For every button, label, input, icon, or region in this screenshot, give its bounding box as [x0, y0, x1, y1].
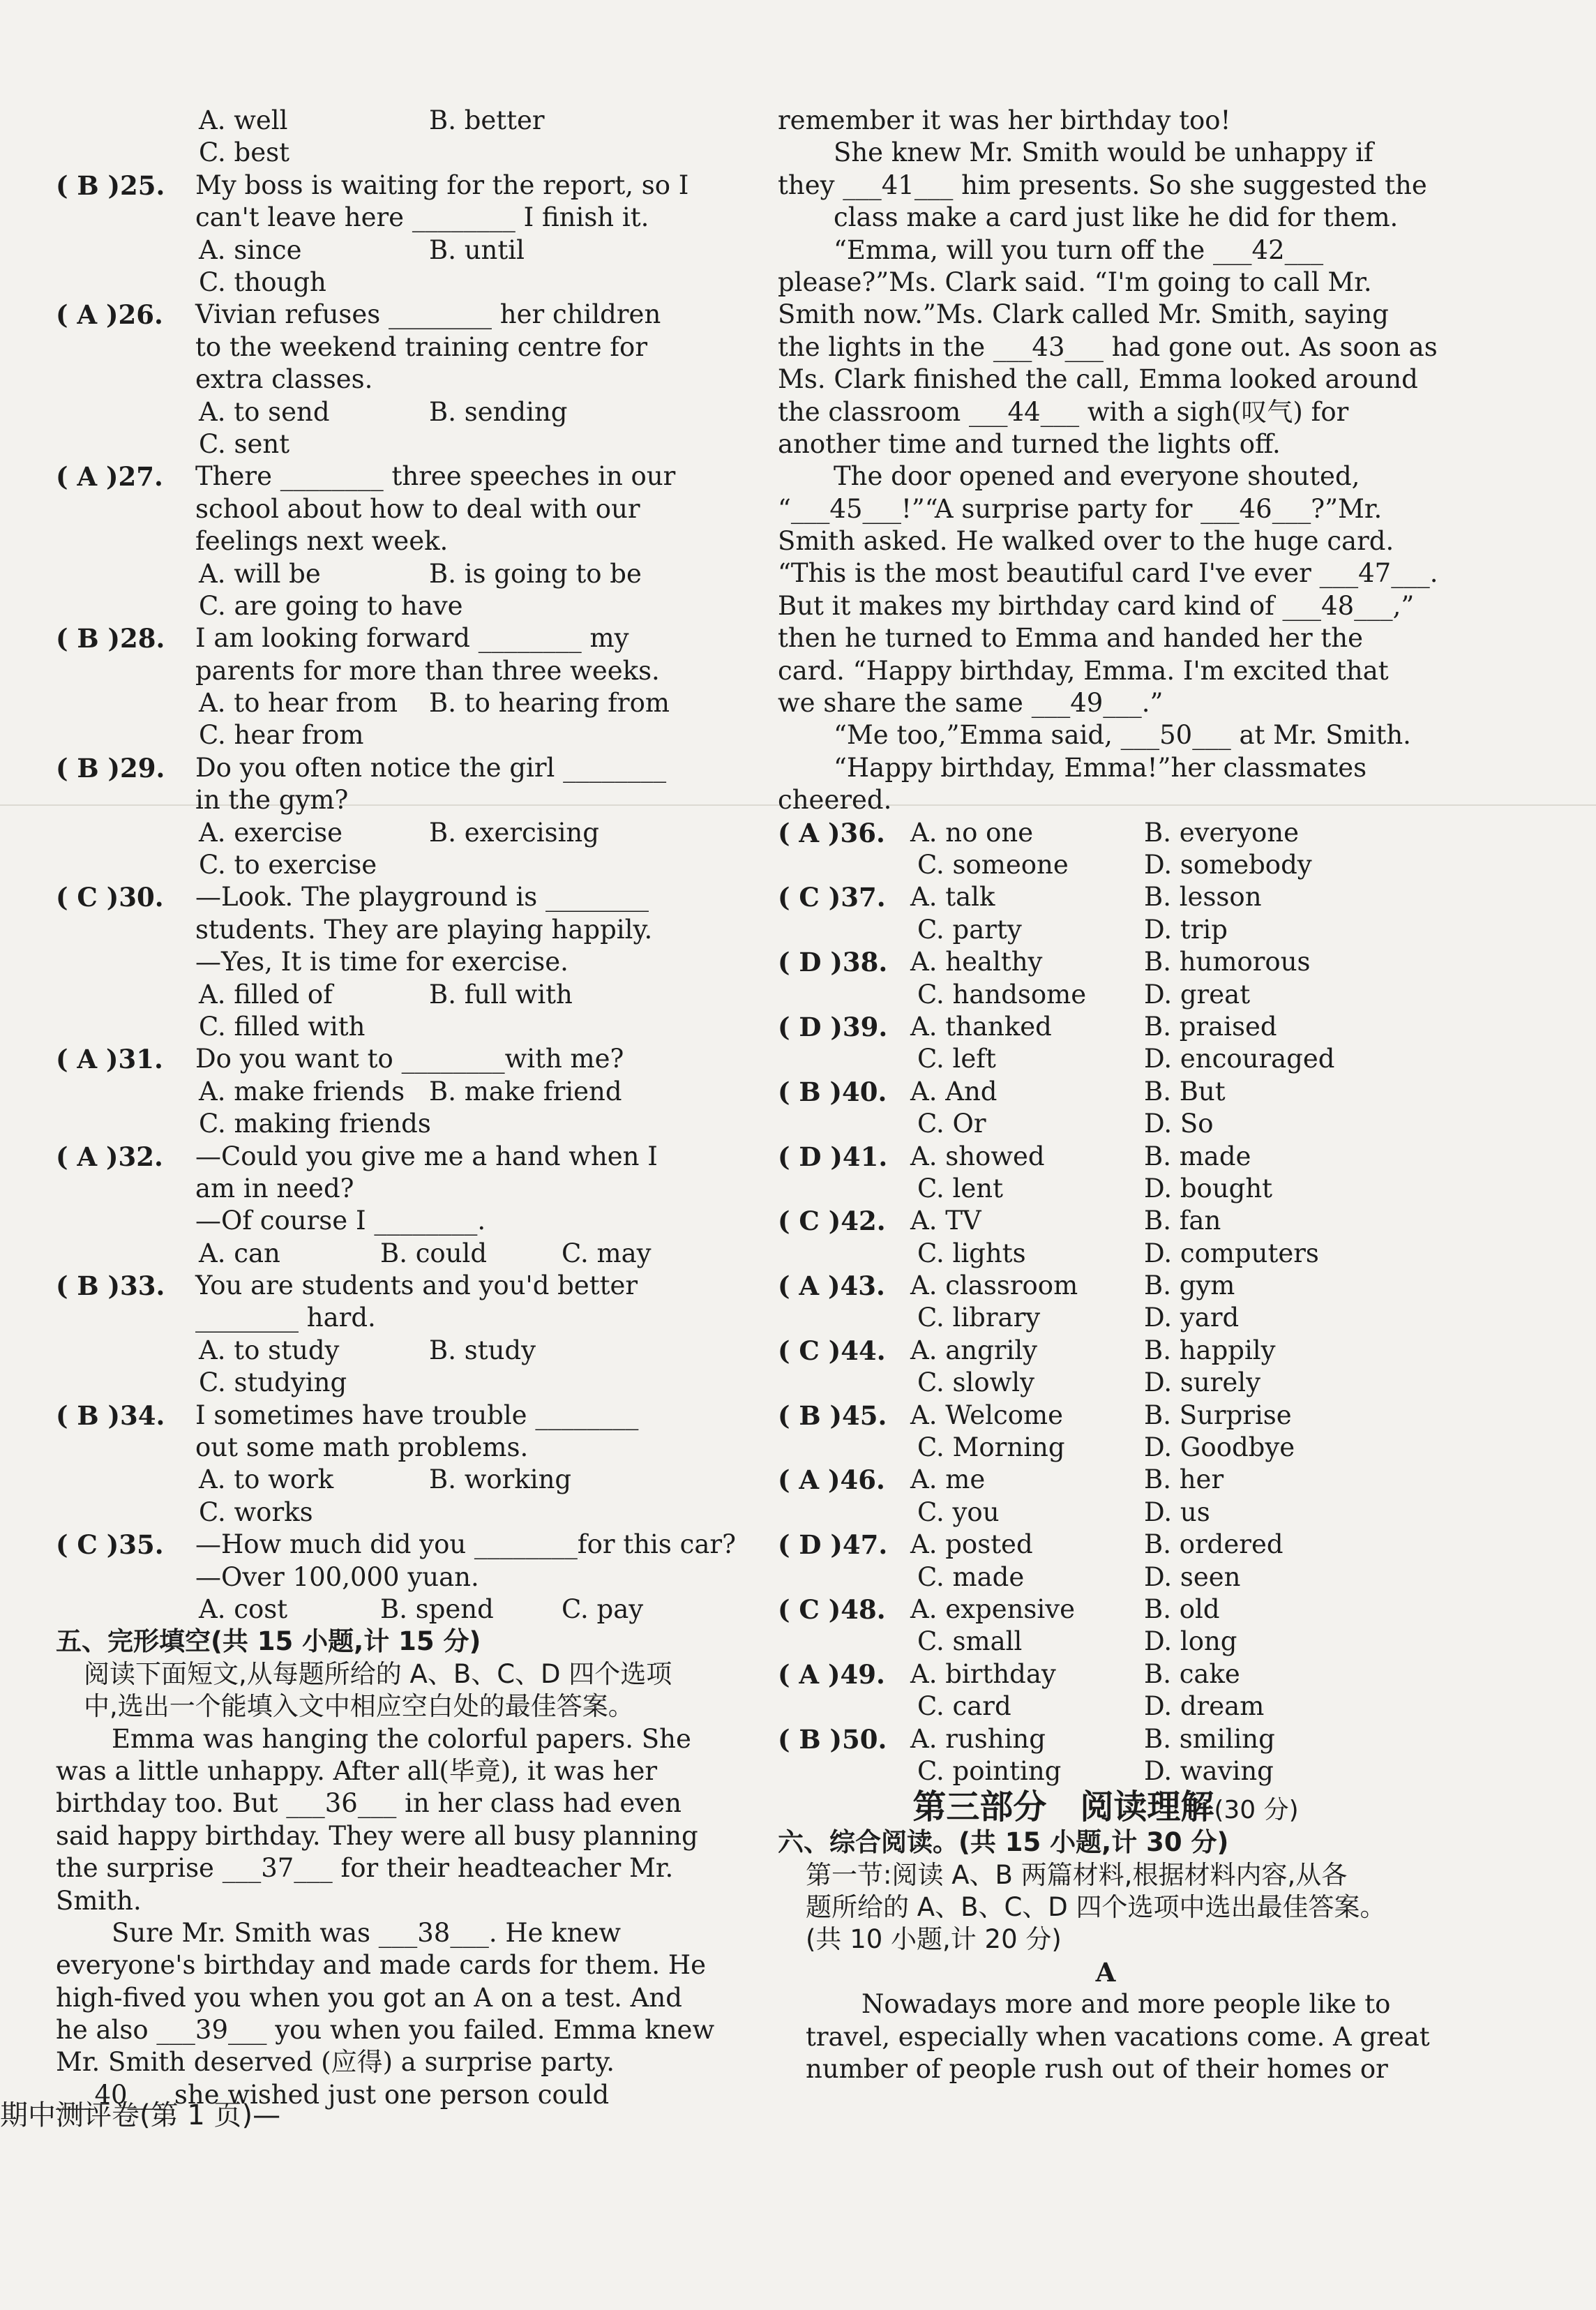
- question-text: students. They are playing happily.: [195, 914, 653, 945]
- cloze-passage: [56, 1723, 715, 2112]
- passage-line: remember it was her birthday too!: [778, 105, 1231, 135]
- option-row: [56, 234, 705, 267]
- answer-row: [778, 1302, 1433, 1334]
- option-d: D. surely: [1144, 1367, 1261, 1398]
- option-b: B. Surprise: [1144, 1400, 1292, 1430]
- passage-line: class make a card just like he did for them.: [834, 202, 1399, 233]
- spacer: [56, 1205, 195, 1237]
- answer-mark: ( D )47.: [778, 1529, 888, 1561]
- option-a: A. birthday: [910, 1658, 1056, 1689]
- option-d: D. seen: [1144, 1561, 1241, 1592]
- passage-line: Smith.: [56, 1885, 142, 1916]
- option-c: C. you: [917, 1497, 1000, 1527]
- answer-row: [778, 1561, 1433, 1593]
- spacer: [56, 493, 195, 525]
- option-a: A. expensive: [910, 1593, 1076, 1624]
- option-row: [56, 428, 705, 460]
- part3-heading: 第三部分 阅读理解: [912, 1787, 1214, 1827]
- option-c: C. making friends: [199, 1109, 431, 1139]
- section5-title: 五、完形填空(共 15 小题,计 15 分): [56, 1626, 481, 1657]
- answer-row: [778, 1626, 1433, 1658]
- answer-row: [778, 1238, 1433, 1270]
- question-text: can't leave here ________ I finish it.: [195, 202, 649, 233]
- passage-line: ___40___ she wished just one person could: [56, 2079, 610, 2110]
- passage-line: “This is the most beautiful card I've ever ___47___.: [778, 558, 1438, 589]
- option-c: C. someone: [917, 849, 1069, 880]
- section6-title: 六、综合阅读。(共 15 小题,计 30 分): [778, 1827, 1229, 1858]
- option-a: A. no one: [910, 817, 1034, 848]
- answer-mark: ( C )44.: [778, 1335, 886, 1366]
- option-a: A. angrily: [910, 1335, 1038, 1365]
- passage-line: cheered.: [778, 785, 892, 816]
- answer-row: [778, 1593, 1433, 1626]
- answer-row: [778, 1335, 1433, 1367]
- option-a: A. healthy: [910, 947, 1043, 977]
- passage-line: was a little unhappy. After all(毕竟), it was her: [56, 1755, 658, 1786]
- passage-line: number of people rush out of their homes or: [806, 2054, 1388, 2085]
- question-text: out some math problems.: [195, 1432, 529, 1463]
- option-c: C. library: [917, 1303, 1041, 1333]
- answer-mark: ( A )26.: [56, 299, 163, 331]
- part3-score: (30 分): [1214, 1796, 1299, 1825]
- option-a: A. cost: [199, 1594, 288, 1624]
- passage-line: the classroom ___44___ with a sigh(叹气) for: [778, 396, 1349, 427]
- answer-mark: ( B )40.: [778, 1076, 887, 1107]
- spacer: [56, 1302, 195, 1334]
- option-c: C. lent: [917, 1173, 1003, 1203]
- answer-mark: ( C )42.: [778, 1206, 886, 1237]
- answer-mark: ( A )46.: [778, 1464, 885, 1496]
- answer-row: [778, 1141, 1433, 1173]
- option-a: A. to study: [199, 1335, 340, 1365]
- option-b: B. working: [429, 1464, 572, 1495]
- option-b: B. study: [429, 1335, 536, 1365]
- question-text: parents for more than three weeks.: [195, 655, 660, 686]
- answer-row: [778, 1529, 1433, 1561]
- question-line: [56, 881, 705, 913]
- passage-line: Nowadays more and more people like to: [861, 1989, 1391, 2020]
- answer-row: [778, 1432, 1433, 1464]
- option-a: A. Welcome: [910, 1400, 1063, 1430]
- option-a: A. make friends: [199, 1076, 405, 1107]
- option-b: B. made: [1144, 1141, 1251, 1171]
- option-c: C. left: [917, 1044, 996, 1074]
- option-c: C. pointing: [917, 1755, 1062, 1786]
- option-c: C. works: [199, 1497, 313, 1527]
- question-list: [56, 170, 736, 1626]
- option-row: [56, 105, 705, 137]
- question-line: [56, 784, 705, 816]
- option-a: A. well: [199, 105, 288, 135]
- option-a: A. exercise: [199, 817, 343, 848]
- option-c: C. Morning: [917, 1432, 1065, 1463]
- option-c: C. pay: [562, 1594, 644, 1624]
- option-c: C. filled with: [199, 1011, 366, 1042]
- question-line: [56, 622, 705, 654]
- passage-line: said happy birthday. They were all busy planning: [56, 1820, 698, 1851]
- option-b: B. ordered: [1144, 1529, 1283, 1560]
- passage-line: the surprise ___37___ for their headteacher Mr.: [56, 1853, 674, 1884]
- option-row: [56, 687, 705, 719]
- passage-line: Emma was hanging the colorful papers. She: [112, 1723, 691, 1754]
- option-c: C. card: [917, 1691, 1011, 1722]
- option-a: A. filled of: [199, 979, 333, 1010]
- question-text: I am looking forward ________ my: [195, 623, 629, 654]
- answer-row: [778, 1108, 1433, 1140]
- question-line: [56, 525, 705, 557]
- option-row: [56, 267, 705, 299]
- answer-row: [778, 1173, 1433, 1205]
- question-line: [56, 299, 705, 331]
- passage-line: Ms. Clark finished the call, Emma looked around: [778, 364, 1418, 395]
- passage-line: Sure Mr. Smith was ___38___. He knew: [112, 1917, 622, 1948]
- question-text: —Look. The playground is ________: [195, 882, 649, 913]
- option-b: B. But: [1144, 1076, 1226, 1107]
- option-row: [56, 1497, 705, 1529]
- question-line: [56, 655, 705, 687]
- option-a: A. me: [910, 1464, 986, 1495]
- option-row: [56, 558, 705, 590]
- option-row: [56, 1011, 705, 1043]
- passage-line: “Me too,”Emma said, ___50___ at Mr. Smith.: [834, 720, 1411, 751]
- option-row: [56, 1076, 705, 1108]
- option-row: [56, 1238, 705, 1270]
- option-row: [56, 817, 705, 849]
- question-text: Vivian refuses ________ her children: [195, 299, 661, 330]
- answer-mark: ( B )45.: [778, 1400, 887, 1431]
- option-c: C. small: [917, 1626, 1023, 1657]
- option-b: B. spend: [380, 1594, 494, 1624]
- passage-line: then he turned to Emma and handed her the: [778, 623, 1363, 654]
- option-a: A. showed: [910, 1141, 1045, 1171]
- option-a: A. And: [910, 1076, 998, 1107]
- passage-line: they ___41___ him presents. So she suggested the: [778, 170, 1427, 200]
- question-line: [56, 460, 705, 493]
- option-a: A. since: [199, 234, 302, 265]
- option-b: B. humorous: [1144, 947, 1311, 977]
- option-c: C. slowly: [917, 1367, 1035, 1398]
- answer-mark: ( A )43.: [778, 1270, 885, 1302]
- part3-title: [778, 1787, 1433, 1827]
- answer-row: [778, 1723, 1433, 1755]
- passage-line: he also ___39___ you when you failed. Emma knew: [56, 2015, 715, 2046]
- option-d: D. long: [1144, 1626, 1237, 1657]
- passage-line: She knew Mr. Smith would be unhappy if: [834, 137, 1373, 168]
- answer-mark: ( B )28.: [56, 623, 165, 654]
- answer-mark: ( A )49.: [778, 1658, 885, 1690]
- answer-row: [778, 1205, 1433, 1237]
- question-text: My boss is waiting for the report, so I: [195, 170, 689, 200]
- answer-row: [778, 817, 1433, 849]
- option-c: C. though: [199, 267, 326, 297]
- option-c: C. lights: [917, 1238, 1026, 1268]
- question-text: —Could you give me a hand when I: [195, 1141, 658, 1171]
- option-d: D. somebody: [1144, 849, 1312, 880]
- option-row: [56, 1593, 705, 1626]
- answer-mark: ( B )29.: [56, 752, 165, 783]
- answer-row: [778, 1658, 1433, 1690]
- option-b: B. happily: [1144, 1335, 1276, 1365]
- question-line: [56, 363, 705, 396]
- question-text: —Yes, It is time for exercise.: [195, 947, 569, 977]
- option-a: A. talk: [910, 882, 995, 913]
- option-d: D. bought: [1144, 1173, 1273, 1203]
- answer-mark: ( C )48.: [778, 1593, 886, 1625]
- option-row: [56, 1108, 705, 1140]
- question-text: in the gym?: [195, 785, 349, 816]
- spacer: [56, 655, 195, 687]
- option-b: B. make friend: [429, 1076, 622, 1107]
- passage-a: [778, 1988, 1433, 2085]
- question-text: You are students and you'd better: [195, 1270, 638, 1301]
- answer-mark: ( B )34.: [56, 1400, 165, 1431]
- section6-instruction: (共 10 小题,计 20 分): [806, 1924, 1062, 1955]
- option-b: B. her: [1144, 1464, 1224, 1495]
- question-text: am in need?: [195, 1173, 354, 1203]
- option-b: B. exercising: [429, 817, 599, 848]
- option-d: D. So: [1144, 1109, 1214, 1139]
- passage-line: “Emma, will you turn off the ___42___: [834, 234, 1324, 265]
- passage-line: the lights in the ___43___ had gone out. As soon as: [778, 331, 1438, 362]
- option-b: B. fan: [1144, 1206, 1221, 1236]
- question-line: [56, 331, 705, 363]
- answer-row: [778, 881, 1433, 913]
- option-c: C. hear from: [199, 720, 364, 751]
- question-text: extra classes.: [195, 364, 373, 395]
- option-c: C. made: [917, 1561, 1025, 1592]
- option-b: B. until: [429, 234, 525, 265]
- option-a: A. thanked: [910, 1011, 1052, 1042]
- option-b: B. old: [1144, 1593, 1220, 1624]
- question-text: —Over 100,000 yuan.: [195, 1561, 479, 1592]
- answer-row: [778, 849, 1433, 881]
- answer-mark: ( B )50.: [778, 1723, 887, 1755]
- passage-line: birthday too. But ___36___ in her class had even: [56, 1788, 682, 1819]
- option-a: A. can: [199, 1238, 280, 1268]
- option-c: C. best: [199, 137, 289, 168]
- passage-line: Smith now.”Ms. Clark called Mr. Smith, saying: [778, 299, 1389, 330]
- spacer: [56, 525, 195, 557]
- answer-mark: ( C )35.: [56, 1529, 164, 1561]
- option-c: C. handsome: [917, 979, 1087, 1010]
- option-a: A. will be: [199, 558, 321, 589]
- passage-a-label: A: [1095, 1956, 1116, 1988]
- question-text: I sometimes have trouble ________: [195, 1400, 639, 1430]
- option-a: A. to work: [199, 1464, 334, 1495]
- question-text: Do you want to ________with me?: [195, 1044, 624, 1074]
- option-b: B. gym: [1144, 1270, 1235, 1301]
- section5-instruction: 阅读下面短文,从每题所给的 A、B、C、D 四个选项: [84, 1658, 672, 1689]
- spacer: [56, 363, 195, 396]
- answer-row: [778, 1464, 1433, 1496]
- option-row: [56, 590, 705, 622]
- question-line: [56, 1205, 705, 1237]
- question-text: school about how to deal with our: [195, 493, 640, 524]
- option-b: B. everyone: [1144, 817, 1299, 848]
- passage-line: Smith asked. He walked over to the huge card.: [778, 526, 1394, 557]
- option-b: B. could: [380, 1238, 488, 1268]
- option-d: D. waving: [1144, 1755, 1274, 1786]
- option-row: [56, 1464, 705, 1496]
- passage-line: But it makes my birthday card kind of ___48___,”: [778, 590, 1415, 621]
- option-b: B. is going to be: [429, 558, 642, 589]
- question-text: There ________ three speeches in our: [195, 461, 676, 492]
- question-line: [56, 1141, 705, 1173]
- answer-mark: ( C )37.: [778, 882, 886, 913]
- option-b: B. lesson: [1144, 882, 1262, 913]
- option-b: B. sending: [429, 396, 568, 427]
- answer-mark: ( A )27.: [56, 461, 163, 493]
- question-line: [56, 202, 705, 234]
- option-b: B. better: [429, 105, 545, 135]
- passage-line: card. “Happy birthday, Emma. I'm excited that: [778, 655, 1389, 686]
- option-d: D. dream: [1144, 1691, 1265, 1722]
- spacer: [56, 1173, 195, 1205]
- question-line: [56, 914, 705, 946]
- answer-row: [778, 1690, 1433, 1723]
- passage-line: please?”Ms. Clark said. “I'm going to call Mr.: [778, 267, 1372, 297]
- option-d: D. us: [1144, 1497, 1210, 1527]
- option-a: A. classroom: [910, 1270, 1078, 1301]
- cloze-answer-list: [778, 817, 1433, 1788]
- question-text: to the weekend training centre for: [195, 331, 648, 362]
- option-a: A. TV: [910, 1206, 981, 1236]
- passage-line: we share the same ___49___.”: [778, 688, 1164, 719]
- question-line: [56, 1173, 705, 1205]
- question-text: ________ hard.: [195, 1303, 376, 1333]
- question-line: [56, 1270, 705, 1302]
- section6-instruction: 第一节:阅读 A、B 两篇材料,根据材料内容,从各: [806, 1859, 1348, 1890]
- option-b: B. cake: [1144, 1658, 1240, 1689]
- option-b: B. praised: [1144, 1011, 1277, 1042]
- answer-row: [778, 1497, 1433, 1529]
- option-a: A. to hear from: [199, 688, 398, 719]
- question-line: [56, 1043, 705, 1075]
- option-a: A. posted: [910, 1529, 1033, 1560]
- option-row: [56, 979, 705, 1011]
- answer-row: [778, 1011, 1433, 1043]
- question-line: [56, 493, 705, 525]
- section6-instruction: 题所给的 A、B、C、D 四个选项中选出最佳答案。: [806, 1892, 1386, 1923]
- passage-line: another time and turned the lights off.: [778, 428, 1281, 459]
- option-a: A. to send: [199, 396, 330, 427]
- option-row: [56, 719, 705, 751]
- answer-row: [778, 1755, 1433, 1787]
- answer-mark: ( C )30.: [56, 882, 164, 913]
- answer-row: [778, 1367, 1433, 1399]
- option-d: D. Goodbye: [1144, 1432, 1295, 1463]
- passage-line: everyone's birthday and made cards for them. He: [56, 1950, 707, 1981]
- answer-mark: ( B )33.: [56, 1270, 165, 1302]
- option-c: C. party: [917, 914, 1022, 945]
- answer-row: [778, 979, 1433, 1011]
- section5-instruction: 中,选出一个能填入文中相应空白处的最佳答案。: [84, 1691, 634, 1722]
- option-b: B. full with: [429, 979, 573, 1010]
- option-row: [56, 849, 705, 881]
- option-d: D. computers: [1144, 1238, 1319, 1268]
- option-row: [56, 137, 705, 169]
- passage-line: Mr. Smith deserved (应得) a surprise party.: [56, 2047, 615, 2078]
- option-d: D. great: [1144, 979, 1251, 1010]
- option-c: C. may: [562, 1238, 652, 1268]
- spacer: [56, 784, 195, 816]
- passage-line: “___45___!”“A surprise party for ___46___?”Mr.: [778, 493, 1383, 524]
- option-c: C. sent: [199, 428, 290, 459]
- spacer: [56, 1561, 195, 1593]
- question-text: feelings next week.: [195, 526, 449, 557]
- passage-line: travel, especially when vacations come. A great: [806, 2021, 1430, 2052]
- option-c: C. Or: [917, 1109, 986, 1139]
- spacer: [56, 202, 195, 234]
- answer-row: [778, 1076, 1433, 1108]
- question-line: [56, 1561, 705, 1593]
- answer-row: [778, 914, 1433, 946]
- question-line: [56, 1432, 705, 1464]
- answer-row: [778, 1400, 1433, 1432]
- passage-line: high-fived you when you got an A on a test. And: [56, 1982, 682, 2013]
- cloze-passage-continued: [778, 105, 1438, 817]
- answer-row: [778, 1270, 1433, 1302]
- question-line: [56, 1302, 705, 1334]
- passage-line: The door opened and everyone shouted,: [834, 461, 1360, 492]
- question-text: —How much did you ________for this car?: [195, 1529, 736, 1560]
- option-b: B. smiling: [1144, 1723, 1275, 1754]
- spacer: [56, 946, 195, 978]
- option-d: D. trip: [1144, 914, 1228, 945]
- answer-row: [778, 946, 1433, 978]
- spacer: [56, 331, 195, 363]
- option-row: [56, 396, 705, 428]
- answer-mark: ( A )31.: [56, 1044, 163, 1075]
- option-c: C. studying: [199, 1367, 347, 1398]
- spacer: [56, 914, 195, 946]
- option-c: C. to exercise: [199, 850, 377, 880]
- answer-mark: ( D )39.: [778, 1011, 888, 1042]
- question-line: [56, 1400, 705, 1432]
- answer-mark: ( A )36.: [778, 817, 885, 848]
- answer-mark: ( D )41.: [778, 1141, 888, 1172]
- answer-mark: ( D )38.: [778, 947, 888, 978]
- question-text: —Of course I ________.: [195, 1206, 486, 1236]
- option-row: [56, 1367, 705, 1399]
- question-line: [56, 170, 705, 202]
- option-b: B. to hearing from: [429, 688, 670, 719]
- spacer: [56, 1432, 195, 1464]
- question-line: [56, 946, 705, 978]
- left-column: [56, 105, 736, 2111]
- question-line: [56, 752, 705, 784]
- option-c: C. are going to have: [199, 590, 463, 621]
- answer-mark: ( A )32.: [56, 1141, 163, 1172]
- answer-row: [778, 1043, 1433, 1075]
- option-row: [56, 1335, 705, 1367]
- option-d: D. yard: [1144, 1303, 1240, 1333]
- answer-mark: ( B )25.: [56, 170, 165, 201]
- question-text: Do you often notice the girl ________: [195, 752, 667, 783]
- question-line: [56, 1529, 736, 1561]
- right-column: [778, 105, 1438, 2085]
- option-a: A. rushing: [910, 1723, 1046, 1754]
- option-d: D. encouraged: [1144, 1044, 1335, 1074]
- page-footer: 期中测评卷(第 1 页)—: [0, 2099, 281, 2131]
- passage-line: “Happy birthday, Emma!”her classmates: [834, 752, 1367, 783]
